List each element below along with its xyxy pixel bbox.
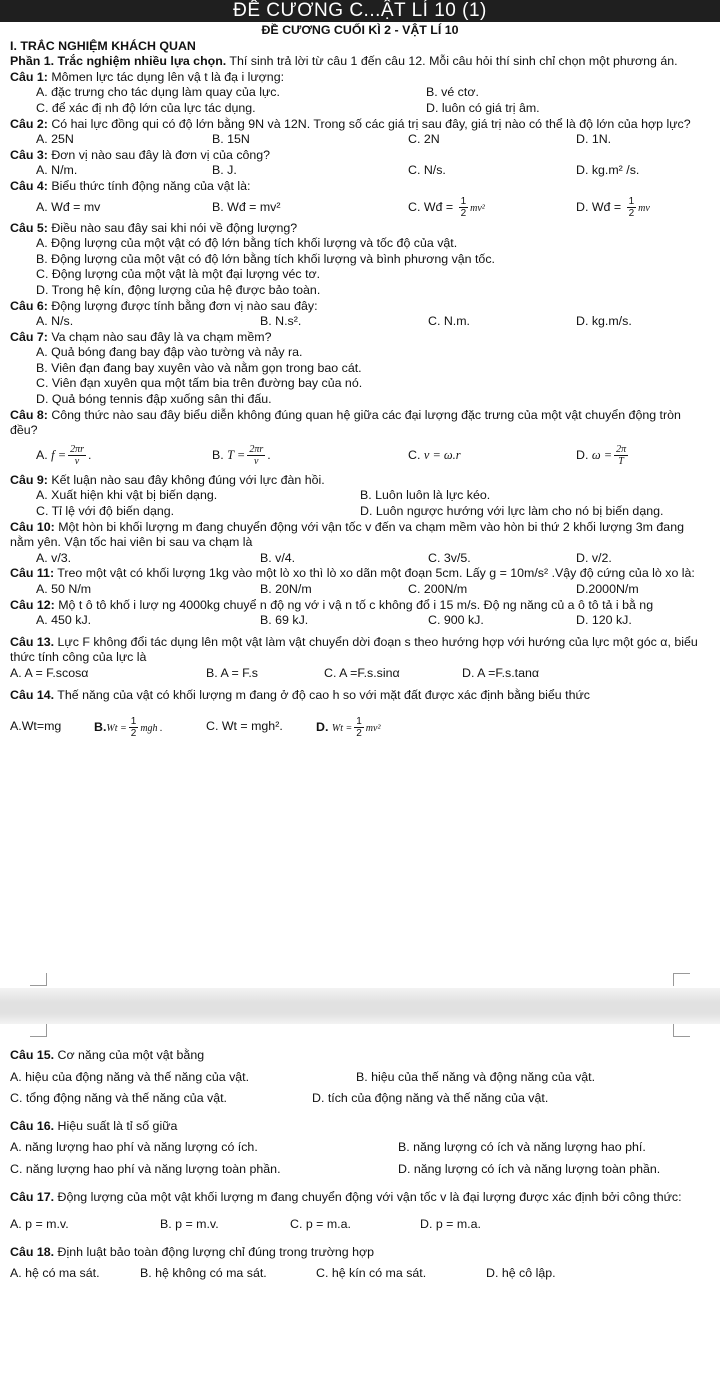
question-label: Câu 10: (10, 519, 55, 534)
question-text: Biểu thức tính động năng của vật là: (47, 178, 251, 193)
question-text: Công thức nào sau đây biểu diễn không đúng quan hệ giữa các đại lượng đặc trưng của một vật chuyển động tròn đều? (10, 407, 681, 438)
options-row (10, 1266, 710, 1282)
option-d-label: D. (576, 448, 589, 463)
question-label: Câu 17. (10, 1189, 55, 1204)
option-c: C. 2N (408, 132, 440, 147)
option-a: A. Xuất hiện khi vật bị biến dạng. (36, 488, 218, 503)
options-row (10, 314, 710, 330)
document-page-1 (0, 22, 720, 988)
options-row (10, 101, 710, 117)
option-c: C. năng lượng hao phí và năng lượng toàn phần. (10, 1161, 281, 1176)
option-b: B. Động lượng của một vật có độ lớn bằng tích khối lượng và bình phương vận tốc. (36, 251, 495, 266)
question-label: Câu 18. (10, 1244, 55, 1259)
question-4 (10, 179, 710, 195)
option-c: C. N.m. (428, 314, 470, 329)
option-a: A. f = $\frac{2\pi r}{v}$ . (36, 444, 92, 468)
option-a: A. đặc trưng cho tác dụng làm quay của lực. (36, 85, 280, 100)
numerator: 1 (628, 196, 635, 208)
options-row (10, 85, 710, 101)
question-7 (10, 330, 710, 346)
page-corner-mark (30, 1024, 47, 1037)
question-9 (10, 473, 710, 489)
numerator: 2πr (70, 444, 84, 456)
option-d: D. 1N. (576, 132, 612, 147)
formula-part: mgh . (140, 722, 163, 734)
question-label: Câu 7: (10, 329, 48, 344)
option-b: B. 15N (212, 132, 250, 147)
option-c: C. p = m.a. (290, 1217, 351, 1232)
part1-instructions (10, 54, 710, 70)
option-d: D. p = m.a. (420, 1217, 481, 1232)
numerator: 2π (616, 444, 627, 456)
option-b (94, 716, 206, 739)
question-1 (10, 70, 710, 86)
question-text: Đơn vị nào sau đây là đơn vị của công? (47, 147, 271, 162)
formula-part: Wt = (106, 722, 127, 734)
option-d: D. Luôn ngược hướng với lực làm cho nó bị biến dạng. (360, 504, 664, 519)
denominator: T (618, 456, 624, 468)
option-d: D. Trong hệ kín, động lượng của hệ được bảo toàn. (36, 282, 321, 297)
option-a: A. p = m.v. (10, 1217, 69, 1232)
question-3 (10, 148, 710, 164)
denominator: 2 (356, 727, 362, 739)
formula-part: mv (638, 202, 650, 214)
question-text: Một hòn bi khối lượng m đang chuyển động với vận tốc v đến va chạm mềm vào hòn bi thứ 2 khối lượng 3m đang nằm yên. Vận tốc hai viên bi sau va chạm là (10, 519, 684, 550)
formula-part: mv² (365, 722, 381, 734)
formula-part: ω = (591, 448, 613, 463)
page-corner-mark (673, 973, 690, 986)
question-17 (10, 1190, 710, 1206)
formula-part: mv² (470, 202, 485, 214)
denominator: 2 (628, 208, 635, 220)
option-b: B. Viên đạn đang bay xuyên vào và nằm gọn trong bao cát. (36, 360, 362, 375)
option-b: B. hiệu của thế năng và động năng của vật. (356, 1069, 596, 1084)
option-a: A. 25N (36, 132, 74, 147)
question-label: Câu 6: (10, 298, 48, 313)
option-d: D. v/2. (576, 550, 612, 565)
option-a: A. 450 kJ. (36, 613, 92, 628)
question-label: Câu 15. (10, 1048, 55, 1062)
options-row (10, 1162, 710, 1178)
option-d: D.2000N/m (576, 582, 639, 596)
option-a: A.Wt=mg (10, 719, 62, 734)
option-b: B. J. (212, 163, 237, 178)
options-row (10, 132, 710, 148)
document-heading: ĐỀ CƯƠNG CUỐI KÌ 2 - VẬT LÍ 10 (261, 23, 459, 37)
options-row (10, 582, 710, 598)
option-d: D. hệ cô lập. (486, 1266, 556, 1281)
question-label: Câu 5: (10, 220, 48, 235)
option-b: B. năng lượng có ích và năng lượng hao phí. (398, 1140, 646, 1155)
question-12 (10, 598, 710, 614)
option-d (576, 444, 630, 467)
option-c (408, 448, 576, 464)
option-b: B. 20N/m (260, 582, 312, 596)
option-d-label: D. Wđ = (576, 199, 622, 214)
options-row (10, 613, 710, 629)
question-6 (10, 299, 710, 315)
question-text: Mộ t ô tô khố i lượ ng 4000kg chuyể n độ ng vớ i vậ n tố c không đổ i 15 m/s. Độ ng năng củ a ô tô tả i bằ ng (54, 597, 654, 612)
formula-part: Wt = (331, 722, 353, 734)
question-text: Cơ năng của một vật bằng (54, 1048, 205, 1062)
numerator: 1 (356, 715, 362, 727)
option-c: C. hệ kín có ma sát. (316, 1266, 427, 1281)
fraction (627, 196, 637, 219)
question-14 (10, 688, 710, 704)
option-b: B. A = F.s (206, 665, 258, 680)
option-c: C. Tỉ lệ với độ biến dạng. (36, 504, 175, 519)
option-a: A. 50 N/m (36, 582, 92, 596)
option-c: C. A =F.s.sinα (324, 665, 400, 680)
option-b-label: B. (212, 448, 224, 463)
question-text: Treo một vật có khối lượng 1kg vào một lò xo thì lò xo dãn một đoạn 5cm. Lấy g = 10m/s² .Vậy độ cứng của lò xo là: (54, 566, 695, 581)
option-c: C. 3v/5. (428, 550, 471, 565)
question-text: Hiệu suất là tỉ số giữa (54, 1118, 178, 1133)
option-b: B. p = m.v. (160, 1217, 219, 1232)
formula-part: f = (51, 448, 67, 463)
option-b-label: B. (94, 719, 107, 734)
option-d: D. năng lượng có ích và năng lượng toàn phần. (398, 1161, 661, 1176)
fraction (614, 444, 628, 467)
question-label: Câu 13. (10, 634, 55, 649)
question-2 (10, 117, 710, 133)
option-a: A. năng lượng hao phí và năng lượng có ích. (10, 1140, 258, 1155)
option-d (316, 716, 380, 739)
question-text: Mômen lực tác dụng lên vậ t là đạ i lượng: (47, 69, 285, 84)
options-row (10, 551, 710, 567)
window-title: ĐỀ CƯƠNG C...ẬT LÍ 10 (1) (233, 0, 487, 21)
option-c: C. Động lượng của một vật là một đại lượng véc tơ. (36, 267, 321, 282)
option-c: C. 200N/m (408, 582, 468, 596)
question-text: Động lượng của một vật khối lượng m đang chuyển động với vận tốc v là đại lượng được xác định bởi công thức: (54, 1189, 682, 1204)
page-separator (0, 988, 720, 1024)
question-text: Kết luận nào sau đây không đúng với lực đàn hồi. (47, 472, 325, 487)
option-a: A. N/s. (36, 314, 74, 329)
fraction (459, 196, 469, 219)
question-5 (10, 221, 710, 237)
option-d: D. 120 kJ. (576, 613, 632, 628)
question-label: Câu 4: (10, 178, 48, 193)
fraction (68, 444, 86, 467)
numerator: 1 (460, 196, 467, 208)
option-c: C. Viên đạn xuyên qua một tấm bia trên đường bay của nó. (36, 376, 363, 391)
options-row (10, 707, 710, 747)
option-a: A. A = F.scosα (10, 665, 89, 680)
option-b: B. T = $\frac{2\pi r}{v}$ . (212, 444, 271, 468)
option-a: A. hiệu của động năng và thế năng của vật. (10, 1069, 250, 1084)
options-row (10, 1091, 710, 1107)
question-label: Câu 16. (10, 1118, 55, 1133)
options-row (10, 1140, 710, 1156)
option-d (576, 196, 650, 219)
option-b: B. v/4. (260, 550, 296, 565)
question-text: Định luật bảo toàn động lượng chỉ đúng trong trường hợp (54, 1244, 375, 1259)
option-c: C. N/s. (408, 163, 446, 178)
options-row (10, 1070, 710, 1086)
numerator: 2πr (249, 444, 264, 456)
question-label: Câu 1: (10, 69, 48, 84)
section-heading: I. TRẮC NGHIỆM KHÁCH QUAN (10, 38, 196, 53)
option-c (408, 196, 576, 219)
question-11 (10, 566, 710, 582)
option-d: D. kg.m/s. (576, 314, 632, 329)
question-label: Câu 14. (10, 687, 55, 702)
formula-part: v = ω.r (423, 448, 461, 463)
question-15 (10, 1048, 710, 1064)
question-label: Câu 8: (10, 407, 48, 422)
window-title-bar (0, 0, 720, 22)
option-b: B. hệ không có ma sát. (140, 1266, 267, 1281)
options-row (10, 488, 710, 504)
option-a: A. hệ có ma sát. (10, 1266, 100, 1281)
option-d: D. kg.m² /s. (576, 163, 640, 178)
page-corner-mark (30, 973, 47, 986)
option-a: A. v/3. (36, 550, 72, 565)
fraction (247, 444, 265, 467)
options-row (10, 439, 710, 473)
denominator: v (254, 456, 259, 468)
fraction (129, 716, 139, 739)
question-10 (10, 520, 710, 551)
denominator: 2 (130, 727, 137, 739)
question-16 (10, 1119, 710, 1135)
denominator: 2 (460, 208, 467, 220)
part1-label: Phần 1. Trắc nghiệm nhiều lựa chọn. (10, 54, 227, 69)
question-label: Câu 12: (10, 597, 55, 612)
options-row (10, 666, 710, 682)
option-a: A. N/m. (36, 163, 78, 178)
question-text: Lực F không đổi tác dụng lên một vật làm vật chuyển dời đoạn s theo hướng hợp với hướng của lực một góc α, biểu thức tính công của lực là (10, 634, 698, 665)
question-text: Thế năng của vật có khối lượng m đang ở độ cao h so với mặt đất được xác định bằng biểu thức (54, 687, 590, 702)
option-b: B. 69 kJ. (260, 613, 309, 628)
question-text: Va chạm nào sau đây là va chạm mềm? (47, 329, 272, 344)
numerator: 1 (130, 715, 137, 727)
option-c: C. để xác đị nh độ lớn của lực tác dụng. (36, 100, 256, 115)
option-c-label: C. Wđ = (408, 199, 454, 214)
option-a: A. Động lượng của một vật có độ lớn bằng tích khối lượng và tốc độ của vật. (36, 236, 458, 251)
page-corner-mark (673, 1024, 690, 1037)
denominator: v (74, 456, 80, 468)
options-row (10, 163, 710, 179)
formula-part: T = (227, 448, 246, 463)
question-text: Điều nào sau đây sai khi nói về động lượng? (47, 220, 298, 235)
question-label: Câu 11: (10, 566, 55, 581)
options-row (10, 504, 710, 520)
question-18 (10, 1245, 710, 1261)
question-13 (10, 635, 710, 666)
option-c-label: C. (408, 448, 421, 463)
fraction (354, 716, 364, 739)
option-d: D. Quả bóng tennis đập xuống sân thi đấu. (36, 392, 272, 407)
options-row (10, 1217, 710, 1233)
question-text: Động lượng được tính bằng đơn vị nào sau đây: (47, 298, 318, 313)
options-row (10, 195, 710, 221)
question-text: Có hai lực đồng qui có độ lớn bằng 9N và 12N. Trong số các giá trị sau đây, giá trị nào có thể là độ lớn của hợp lực? (47, 116, 691, 131)
question-label: Câu 3: (10, 147, 48, 162)
question-label: Câu 9: (10, 472, 48, 487)
option-c: C. tổng động năng và thế năng của vật. (10, 1091, 227, 1106)
option-c: C. Wt = mgh². (206, 719, 283, 734)
option-d: D. A =F.s.tanα (462, 665, 540, 680)
option-b: B. vé ctơ. (426, 85, 479, 100)
question-label: Câu 2: (10, 116, 48, 131)
option-c: C. 900 kJ. (428, 613, 484, 628)
document-page-2 (0, 1024, 720, 1282)
option-b: B. Wđ = mv² (212, 199, 281, 214)
option-b: B. Luôn luôn là lực kéo. (360, 488, 491, 503)
option-d-label: D. (316, 719, 329, 734)
part1-text: Thí sinh trả lời từ câu 1 đến câu 12. Mỗi câu hỏi thí sinh chỉ chọn một phương án. (226, 54, 678, 69)
option-d: D. tích của động năng và thế năng của vật. (312, 1091, 549, 1106)
option-a: A. Wđ = mv (36, 199, 101, 214)
option-a-label: A. (36, 448, 48, 463)
question-8 (10, 408, 710, 439)
option-d: D. luôn có giá trị âm. (426, 100, 540, 115)
option-b: B. N.s². (260, 314, 302, 329)
option-a: A. Quả bóng đang bay đập vào tường và nảy ra. (36, 345, 303, 360)
